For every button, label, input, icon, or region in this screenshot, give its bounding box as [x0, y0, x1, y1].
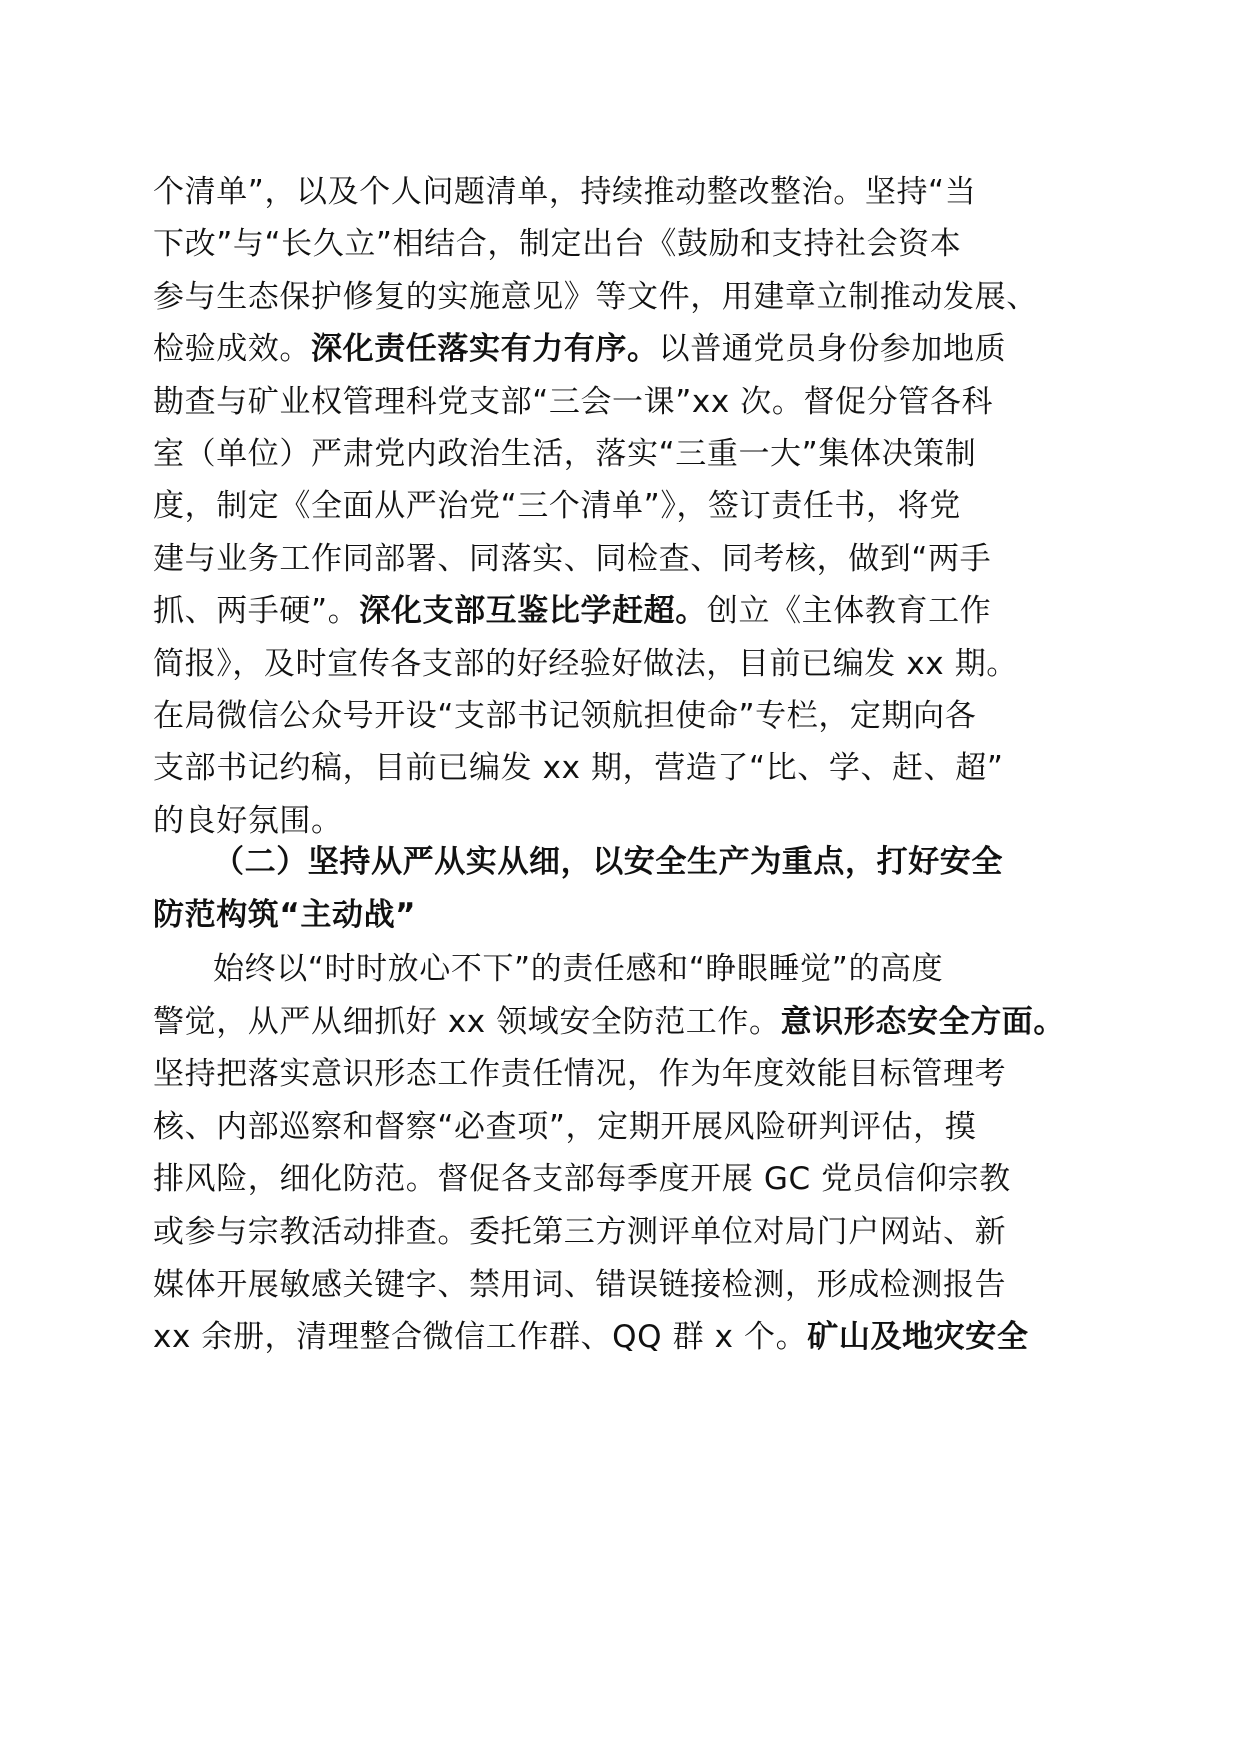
text-run: 下改”与“长久立”相结合，制定出台《鼓励和支持社会资本	[153, 226, 962, 263]
text-line	[153, 382, 1113, 422]
text-line	[213, 842, 1173, 882]
text-run: 个清单”，以及个人问题清单，持续推动整改整治。坚持“当	[153, 174, 977, 210]
text-run: 坚持把落实意识形态工作责任情况，作为年度效能目标管理考	[153, 1056, 1007, 1093]
text-run: 抓、两手硬”。	[153, 593, 360, 630]
bold-phrase: 深化支部互鉴比学赶超。	[359, 593, 707, 630]
text-run: 或参与宗教活动排查。委托第三方测评单位对局门户网站、新	[153, 1214, 1007, 1250]
text-line	[153, 801, 1113, 841]
text-line	[153, 434, 1113, 474]
text-run: 室（单位）严肃党内政治生活，落实“三重一大”集体决策制	[153, 436, 977, 472]
text-line	[153, 329, 1113, 369]
text-line	[153, 224, 1113, 264]
text-run: 以普通党员身份参加地质	[658, 331, 1007, 368]
text-line	[153, 277, 1113, 317]
bold-phrase: 深化责任落实有力有序。	[311, 331, 659, 368]
text-line	[153, 644, 1113, 684]
text-run: 创立《主体教育工作	[706, 593, 992, 630]
text-run: 勘查与矿业权管理科党支部“三会一课”xx 次。督促分管各科	[153, 383, 994, 420]
text-line	[153, 591, 1113, 631]
text-line	[153, 1212, 1113, 1252]
text-run: 排风险，细化防范。督促各支部每季度开展 GC 党员信仰宗教	[153, 1161, 1011, 1198]
text-line	[153, 1317, 1113, 1357]
text-run: 支部书记约稿，目前已编发 xx 期，营造了“比、学、赶、超”	[153, 750, 1004, 787]
text-line	[153, 1002, 1113, 1042]
text-line	[153, 1265, 1113, 1305]
text-run: 在局微信公众号开设“支部书记领航担使命”专栏，定期向各	[153, 698, 977, 734]
text-line	[153, 172, 1113, 212]
text-run: 核、内部巡察和督察“必查项”，定期开展风险研判评估，摸	[153, 1108, 977, 1145]
text-line	[153, 1159, 1113, 1199]
text-run: xx 余册，清理整合微信工作群、QQ 群 x 个。	[153, 1319, 808, 1356]
text-line	[153, 539, 1113, 579]
text-run: 始终以“时时放心不下”的责任感和“睁眼睡觉”的高度	[213, 951, 944, 987]
bold-phrase: 防范构筑“主动战”	[153, 897, 417, 933]
text-line	[153, 486, 1113, 526]
text-run: 的良好氛围。	[153, 802, 343, 839]
text-run: 度，制定《全面从严治党“三个清单”》，签订责任书，将党	[153, 488, 961, 525]
text-line	[153, 1107, 1113, 1147]
bold-phrase: （二）坚持从严从实从细，以安全生产为重点，打好安全	[213, 844, 1003, 880]
text-line	[153, 748, 1113, 788]
text-line	[213, 949, 1173, 989]
text-run: 媒体开展敏感关键字、禁用词、错误链接检测，形成检测报告	[153, 1266, 1007, 1303]
text-run: 警觉，从严从细抓好 xx 领域安全防范工作。	[153, 1003, 781, 1040]
text-line	[153, 895, 1113, 935]
text-run: 建与业务工作同部署、同落实、同检查、同考核，做到“两手	[153, 540, 992, 577]
bold-phrase: 意识形态安全方面。	[780, 1003, 1066, 1040]
text-line	[153, 1054, 1113, 1094]
text-run: 参与生态保护修复的实施意见》等文件，用建章立制推动发展、	[153, 278, 1038, 315]
text-run: 检验成效。	[153, 331, 311, 368]
text-run: 简报》，及时宣传各支部的好经验好做法，目前已编发 xx 期。	[153, 645, 1018, 682]
bold-phrase: 矿山及地灾安全	[807, 1319, 1029, 1356]
text-line	[153, 696, 1113, 736]
